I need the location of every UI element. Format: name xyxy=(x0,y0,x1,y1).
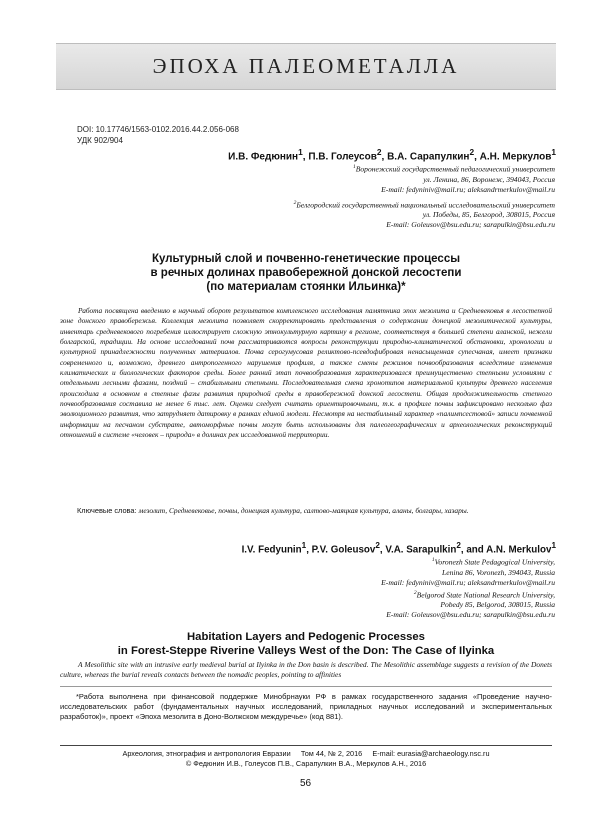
author-sup: 1 xyxy=(301,541,307,550)
author-name: A.N. Merkulov xyxy=(486,544,552,556)
footnote-divider xyxy=(60,686,552,687)
affiliation-email: E-mail: fedyniniv@mail.ru; aleksandrmerkulov@mail.ru xyxy=(381,577,555,587)
author-name: П.В. Голеусов xyxy=(308,151,377,163)
affiliation-email: E-mail: Goleusov@bsu.edu.ru; sarapulkin@bsu.edu.ru xyxy=(386,220,555,230)
keywords xyxy=(77,506,553,515)
abstract-ru: Работа посвящена введению в научный оборот результатов комплексного исследования памятника эпох мезолита и Средневековья в лесостепной зоне донского правобережья. Коллекция мезолита позволяет скорректировать представления о содержании донецкой мезолитической культуры, инвентарь средневекового погребения иллюстрирует сложную этнокультурную картину в регионе, соответствуя в большей степени аланской, нежели болгарской, традиции. На основе исследований почв рассматриваются вопросы реконструкции природно-климатической обстановки, хронологии и культурной принадлежности полученных материалов. Почва серогумусовая реликтово-псевдофибровая ненасыщенная супесчаная, имеет признаки современного и, возможно, древнего антропогенного нарушения профиля, а также смены режимов почвообразования вследствие изменения климатических и биологических факторов среды. Более ранний этап почвообразования характеризовался преимущественно степными условиями с отдельными лесными фазами, поздний – стабильными степными. Последовательная смена хронотипов материальной культуры древнего населения происходила в основном в степные фазы развития природной среды в правобережной донской лесостепи. Общая продолжительность степного почвообразования составила не менее 6 тыс. лет. Оценки следует считать ориентировочными, т.к. в профиле почвы зафиксировано несколько фаз эволюционного развития, что затрудняет датировку в рамках единой модели. Несмотря на нестабильный характер «палимпсестовой» записи почвенной информации на песчаном субстрате, автоморфные почвы могут быть использованы для палеогеографических и археологических реконструкций отношений в системе «человек – природа» в долинах рек исследованной территории. xyxy=(60,306,552,440)
udk: УДК 902/904 xyxy=(77,136,123,145)
affiliation-line: Pobedy 85, Belgorod, 308015, Russia xyxy=(440,600,555,610)
affiliation-line: $^2$Belgorod State National Research University, xyxy=(413,589,555,600)
title-line: Культурный слой и почвенно-генетические процессы xyxy=(151,253,461,265)
affiliation-line: $^1$Воронежский государственный педагогический университет xyxy=(352,164,555,174)
affiliation-line: ул. Ленина, 86, Воронеж, 394043, Россия xyxy=(423,174,555,184)
title-line: Habitation Layers and Pedogenic Processes xyxy=(187,631,425,643)
keywords-label: Ключевые слова: xyxy=(77,506,137,515)
title-line: in Forest-Steppe Riverine Valleys West of the Don: The Case of Ilyinka xyxy=(117,645,495,657)
author-name: И.В. Федюнин xyxy=(228,151,299,163)
title-line: в речных долинах правобережной донской лесостепи xyxy=(150,267,462,279)
author-name: А.Н. Меркулов xyxy=(479,151,552,163)
title-line: (по материалам стоянки Ильинка)* xyxy=(206,281,406,293)
author-sup: 2 xyxy=(376,147,382,157)
author-sup: 1 xyxy=(551,147,556,157)
authors-ru: И.В. Федюнин$^1$, П.В. Голеусов$^2$, В.А. Сарапулкин$^2$, А.Н. Меркулов$^1$ xyxy=(228,147,556,163)
author-sup: 1 xyxy=(551,541,556,550)
abstract-en: A Mesolithic site with an intrusive early medieval burial at Ilyinka in the Don basin is described. The Mesolithic assemblage suggests a revision of the Donets culture, whereas the burial reveals contacts between the nomadic peoples, pointing to affinities xyxy=(60,660,552,680)
author-name: V.A. Sarapulkin xyxy=(385,544,457,556)
journal-name: Археология, этнография и антропология Евразии xyxy=(122,749,291,758)
affiliation-line: $^2$Белгородский государственный национальный исследовательский университет xyxy=(293,199,555,210)
footer-journal-line xyxy=(60,749,552,758)
page-number: 56 xyxy=(299,778,312,789)
affiliations-ru xyxy=(135,162,555,230)
affiliation-line: ул. Победы, 85, Белгород, 308015, Россия xyxy=(422,210,555,220)
affiliation-line: Lenina 86, Voronezh, 394043, Russia xyxy=(442,567,555,577)
author-sup: 1 xyxy=(298,147,303,157)
doi: DOI: 10.17746/1563-0102.2016.44.2.056-068 xyxy=(77,125,239,134)
author-name: P.V. Goleusov xyxy=(311,544,376,556)
affiliation-line: $^1$Voronezh State Pedagogical University, xyxy=(431,557,555,567)
affiliation-email: E-mail: fedyniniv@mail.ru; aleksandrmerkulov@mail.ru xyxy=(381,184,555,194)
author-sup: 2 xyxy=(469,147,475,157)
author-name: В.А. Сарапулкин xyxy=(387,151,470,163)
section-title: ЭПОХА ПАЛЕОМЕТАЛЛА xyxy=(152,54,460,78)
footer-copyright: © Федюнин И.В., Голеусов П.В., Сарапулкин В.А., Меркулов А.Н., 2016 xyxy=(185,759,427,768)
keywords-text: мезолит, Средневековье, почвы, донецкая культура, салтово-маяцкая культура, аланы, болгары, хазары. xyxy=(138,506,469,515)
authors-en: I.V. Fedyunin$^1$, P.V. Goleusov$^2$, V.A. Sarapulkin$^2$, and A.N. Merkulov$^1$ xyxy=(241,541,556,556)
section-banner xyxy=(56,43,556,90)
author-sup: 2 xyxy=(375,541,380,550)
journal-email: E-mail: eurasia@archaeology.nsc.ru xyxy=(372,749,490,758)
article-title-en xyxy=(60,630,552,658)
footnote: *Работа выполнена при финансовой поддержке Минобрнауки РФ в рамках государственного задания «Проведение научно-исследовательских работ (фундаментальных научных исследований, прикладных научных исследований и экспериментальных разработок)», проект «Эпоха мезолита в Доно-Волжском междуречье» (код 881). xyxy=(60,692,552,721)
article-title-ru xyxy=(60,252,552,294)
affiliations-en xyxy=(135,555,555,620)
footer-divider xyxy=(60,745,552,746)
journal-volume: Том 44, № 2, 2016 xyxy=(300,749,363,758)
affiliation-email: E-mail: Goleusov@bsu.edu.ru; sarapulkin@bsu.edu.ru xyxy=(386,610,555,620)
author-name: I.V. Fedyunin xyxy=(241,544,302,556)
author-sup: 2 xyxy=(456,541,461,550)
